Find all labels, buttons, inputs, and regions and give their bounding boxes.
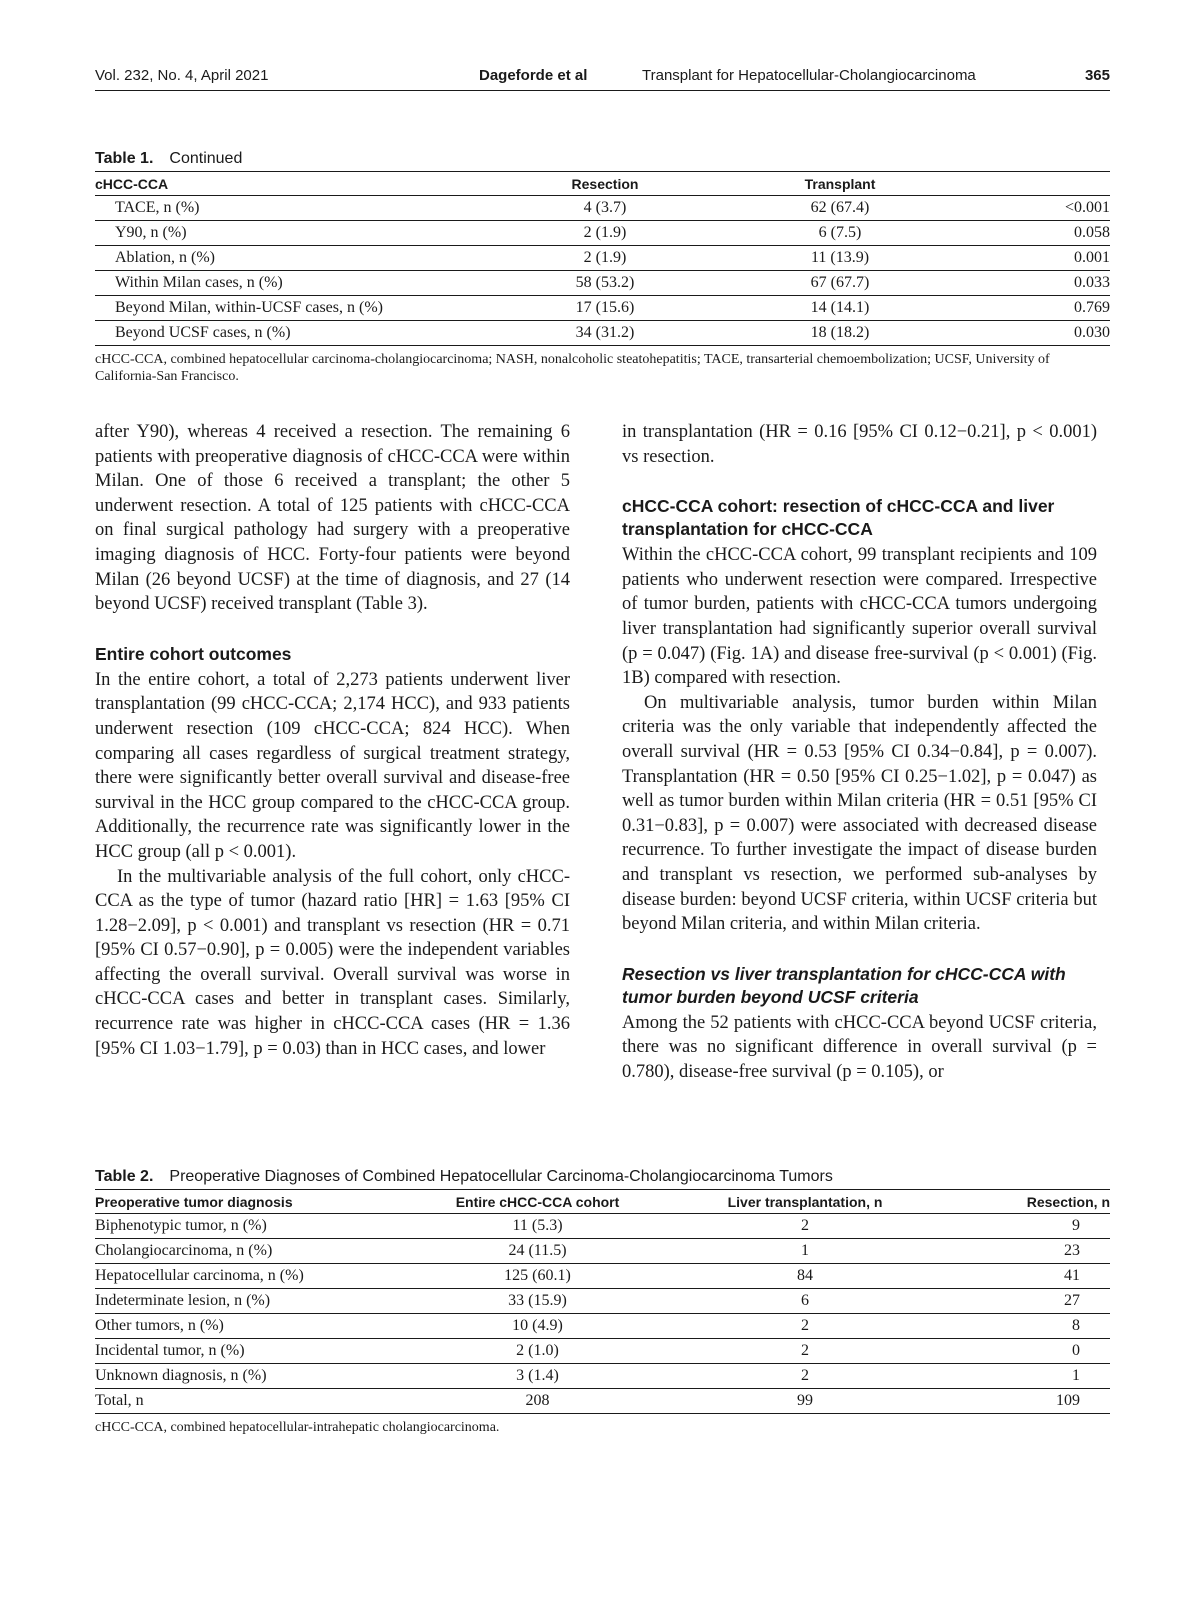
paragraph: In the entire cohort, a total of 2,273 patients underwent liver transplantation (99 cHCC-CCA; 2,174 HCC), and 933 patients underwent resection (109 cHCC-CCA; 824 HCC). When comparing all cases regardless of surgical treatment strategy, there were significantly better overall survival and disease-free survival in the HCC group compared to the cHCC-CCA group. Additionally, the recurrence rate was significantly lower in the HCC group (all p < 0.001). bbox=[95, 669, 570, 862]
table-cell: Incidental tumor, n (%) bbox=[95, 1339, 425, 1364]
table-cell: 84 bbox=[650, 1264, 960, 1289]
running-header bbox=[95, 64, 1110, 91]
body-column-left bbox=[95, 420, 570, 1061]
table-cell: 17 (15.6) bbox=[510, 296, 700, 321]
table-cell: 1 bbox=[650, 1239, 960, 1264]
table-cell: Unknown diagnosis, n (%) bbox=[95, 1364, 425, 1389]
table-cell: <0.001 bbox=[980, 196, 1110, 221]
table-cell: 2 (1.9) bbox=[510, 221, 700, 246]
table-cell: 125 (60.1) bbox=[425, 1264, 650, 1289]
table-row bbox=[95, 271, 1110, 296]
table-cell: 18 (18.2) bbox=[700, 321, 980, 346]
table-cell: 34 (31.2) bbox=[510, 321, 700, 346]
table-cell: 109 bbox=[960, 1389, 1110, 1414]
table-cell: 14 (14.1) bbox=[700, 296, 980, 321]
table-row bbox=[95, 1264, 1110, 1289]
table-cell: 0.033 bbox=[980, 271, 1110, 296]
table-cell: 24 (11.5) bbox=[425, 1239, 650, 1264]
table-cell: 0 bbox=[960, 1339, 1110, 1364]
table-1-header-row bbox=[95, 172, 1110, 196]
table-cell: 27 bbox=[960, 1289, 1110, 1314]
table-cell: Biphenotypic tumor, n (%) bbox=[95, 1214, 425, 1239]
paragraph: In the multivariable analysis of the full cohort, only cHCC-CCA as the type of tumor (hazard ratio [HR] = 1.63 [95% CI 1.28−2.09], p < 0.001) and transplant vs resection (HR = 0.71 [95% CI 0.57−0.90], p = 0.005) were the independent variables affecting the overall survival. Overall survival was worse in cHCC-CCA cases and better in transplant cases. Similarly, recurrence rate was higher in cHCC-CCA cases (HR = 1.36 [95% CI 1.03−1.79], p = 0.03) than in HCC cases, and lower bbox=[95, 866, 570, 1059]
table-cell: Total, n bbox=[95, 1389, 425, 1414]
table-cell: Ablation, n (%) bbox=[95, 246, 510, 271]
table-cell: 11 (5.3) bbox=[425, 1214, 650, 1239]
paragraph: Within the cHCC-CCA cohort, 99 transplant recipients and 109 patients who underwent resection were compared. Irrespective of tumor burden, patients with cHCC-CCA tumors undergoing liver transplantation had significantly superior overall survival (p = 0.047) (Fig. 1A) and disease free-survival (p < 0.001) (Fig. 1B) compared with resection. bbox=[622, 545, 1097, 689]
table-cell: 0.001 bbox=[980, 246, 1110, 271]
table-cell: 67 (67.7) bbox=[700, 271, 980, 296]
table-row bbox=[95, 1364, 1110, 1389]
table-cell: 2 bbox=[650, 1339, 960, 1364]
table-row bbox=[95, 1289, 1110, 1314]
table-2-label: Table 2. bbox=[95, 1168, 154, 1185]
table-cell: 33 (15.9) bbox=[425, 1289, 650, 1314]
table-cell: Hepatocellular carcinoma, n (%) bbox=[95, 1264, 425, 1289]
table-cell: 6 (7.5) bbox=[700, 221, 980, 246]
table-cell: 58 (53.2) bbox=[510, 271, 700, 296]
body-column-right bbox=[622, 420, 1097, 1084]
table-cell: Beyond UCSF cases, n (%) bbox=[95, 321, 510, 346]
table-cell: 99 bbox=[650, 1389, 960, 1414]
table-row bbox=[95, 221, 1110, 246]
table-1-col-header: cHCC-CCA bbox=[95, 172, 510, 196]
table-cell: TACE, n (%) bbox=[95, 196, 510, 221]
table-1-col-header bbox=[980, 172, 1110, 196]
table-cell: 11 (13.9) bbox=[700, 246, 980, 271]
section-heading-beyond-ucsf: Resection vs liver transplantation for cHCC-CCA with tumor burden beyond UCSF criteria bbox=[622, 963, 1066, 1007]
table-cell: 2 bbox=[650, 1314, 960, 1339]
table-cell: Cholangiocarcinoma, n (%) bbox=[95, 1239, 425, 1264]
paragraph: in transplantation (HR = 0.16 [95% CI 0.12−0.21], p < 0.001) vs resection. bbox=[622, 422, 1097, 467]
table-cell: 8 bbox=[960, 1314, 1110, 1339]
table-row bbox=[95, 1239, 1110, 1264]
paragraph: On multivariable analysis, tumor burden within Milan criteria was the only variable that independently affected the overall survival (HR = 0.53 [95% CI 0.34−0.84], p = 0.007). Transplantation (HR = 0.50 [95% CI 0.25−1.02], p = 0.047) as well as tumor burden within Milan criteria (HR = 0.51 [95% CI 0.31−0.83], p = 0.007) were associated with decreased disease recurrence. To further investigate the impact of disease burden and transplant vs resection, we performed sub-analyses by disease burden: beyond UCSF criteria, within UCSF criteria but beyond Milan criteria, and within Milan criteria. bbox=[622, 692, 1097, 935]
table-2-title: Preoperative Diagnoses of Combined Hepatocellular Carcinoma-Cholangiocarcinoma Tumors bbox=[169, 1168, 833, 1185]
table-row bbox=[95, 196, 1110, 221]
table-cell: 3 (1.4) bbox=[425, 1364, 650, 1389]
table-cell: 10 (4.9) bbox=[425, 1314, 650, 1339]
section-heading-entire-cohort: Entire cohort outcomes bbox=[95, 643, 292, 664]
table-cell: 2 bbox=[650, 1364, 960, 1389]
table-row bbox=[95, 1339, 1110, 1364]
table-2-grid bbox=[95, 1189, 1110, 1414]
table-1-col-header: Resection bbox=[510, 172, 700, 196]
table-row bbox=[95, 296, 1110, 321]
table-1 bbox=[95, 147, 1110, 385]
table-cell: 23 bbox=[960, 1239, 1110, 1264]
table-row bbox=[95, 1214, 1110, 1239]
table-cell: 0.769 bbox=[980, 296, 1110, 321]
paragraph: after Y90), whereas 4 received a resection. The remaining 6 patients with preoperative diagnosis of cHCC-CCA were within Milan. One of those 6 received a transplant; the other 5 underwent resection. A total of 125 patients with cHCC-CCA on final surgical pathology had surgery with a preoperative imaging diagnosis of HCC. Forty-four patients were beyond Milan (26 beyond UCSF) at the time of diagnosis, and 27 (14 beyond UCSF) received transplant (Table 3). bbox=[95, 422, 570, 615]
table-cell: 0.030 bbox=[980, 321, 1110, 346]
table-cell: 9 bbox=[960, 1214, 1110, 1239]
table-2-col-header: Liver transplantation, n bbox=[650, 1190, 960, 1214]
running-title: Transplant for Hepatocellular-Cholangiocarcinoma bbox=[642, 67, 976, 84]
table-cell: Beyond Milan, within-UCSF cases, n (%) bbox=[95, 296, 510, 321]
table-cell: Within Milan cases, n (%) bbox=[95, 271, 510, 296]
table-1-caption bbox=[95, 147, 1110, 171]
table-2-col-header: Preoperative tumor diagnosis bbox=[95, 1190, 425, 1214]
running-authors: Dageforde et al bbox=[479, 67, 588, 84]
page-number: 365 bbox=[1084, 67, 1110, 84]
table-cell: 2 bbox=[650, 1214, 960, 1239]
table-row bbox=[95, 1314, 1110, 1339]
table-1-col-header: Transplant bbox=[700, 172, 980, 196]
table-1-title: Continued bbox=[169, 150, 243, 167]
table-2-col-header: Entire cHCC-CCA cohort bbox=[425, 1190, 650, 1214]
table-2-footnote: cHCC-CCA, combined hepatocellular-intrahepatic cholangiocarcinoma. bbox=[95, 1420, 500, 1435]
table-cell: 0.058 bbox=[980, 221, 1110, 246]
table-cell: 2 (1.9) bbox=[510, 246, 700, 271]
table-row bbox=[95, 246, 1110, 271]
table-2 bbox=[95, 1165, 1110, 1436]
table-2-caption bbox=[95, 1165, 1110, 1189]
table-row-total bbox=[95, 1389, 1110, 1414]
paragraph: Among the 52 patients with cHCC-CCA beyond UCSF criteria, there was no significant difference in overall survival (p = 0.780), disease-free survival (p = 0.105), or bbox=[622, 1012, 1097, 1082]
table-2-col-header: Resection, n bbox=[960, 1190, 1110, 1214]
table-row bbox=[95, 321, 1110, 346]
table-cell: Y90, n (%) bbox=[95, 221, 510, 246]
table-1-grid bbox=[95, 171, 1110, 346]
table-cell: 6 bbox=[650, 1289, 960, 1314]
table-cell: 41 bbox=[960, 1264, 1110, 1289]
table-cell: 1 bbox=[960, 1364, 1110, 1389]
journal-volume: Vol. 232, No. 4, April 2021 bbox=[95, 67, 269, 84]
table-cell: 208 bbox=[425, 1389, 650, 1414]
table-cell: 62 (67.4) bbox=[700, 196, 980, 221]
table-cell: Other tumors, n (%) bbox=[95, 1314, 425, 1339]
table-cell: Indeterminate lesion, n (%) bbox=[95, 1289, 425, 1314]
table-1-footnote: cHCC-CCA, combined hepatocellular carcinoma-cholangiocarcinoma; NASH, nonalcoholic steatohepatitis; TACE, transarterial chemoembolization; UCSF, University of California-San Francisco. bbox=[95, 352, 1050, 384]
table-cell: 4 (3.7) bbox=[510, 196, 700, 221]
table-2-header-row bbox=[95, 1190, 1110, 1214]
table-1-label: Table 1. bbox=[95, 150, 154, 167]
section-heading-chcc-cca-cohort: cHCC-CCA cohort: resection of cHCC-CCA and liver transplantation for cHCC-CCA bbox=[622, 496, 1055, 540]
table-cell: 2 (1.0) bbox=[425, 1339, 650, 1364]
